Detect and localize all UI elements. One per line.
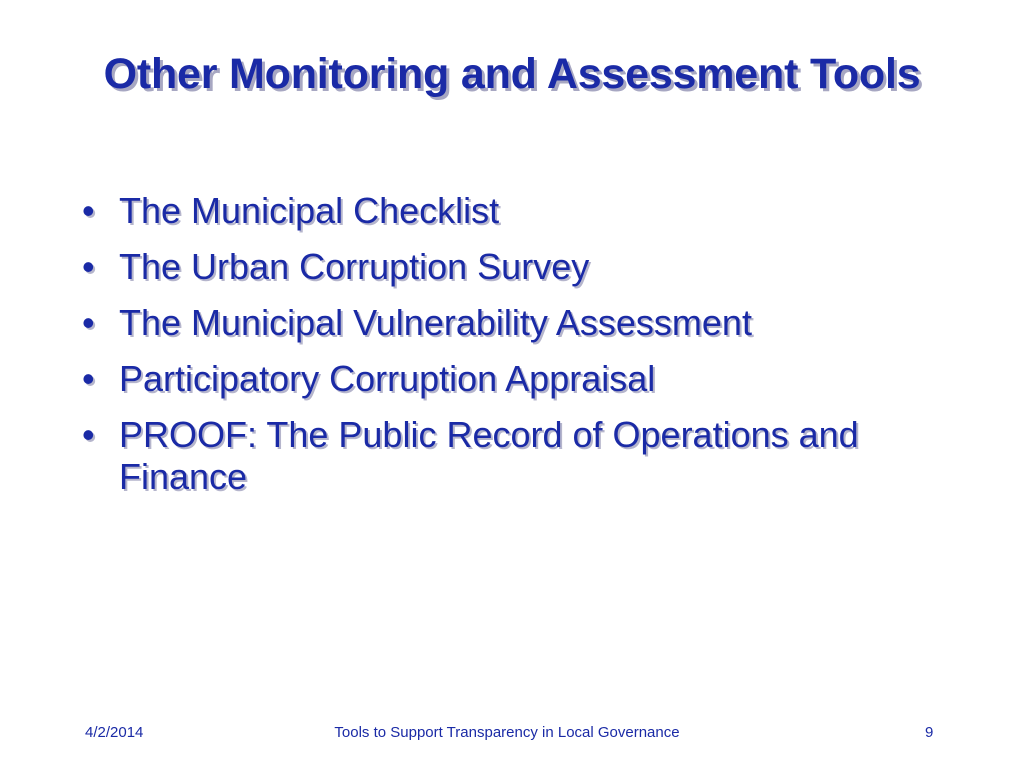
bullet-item	[82, 358, 942, 400]
bullet-marker: •	[82, 302, 95, 343]
bullet-marker: •	[82, 358, 95, 399]
bullet-item	[82, 302, 942, 344]
bullet-text: The Municipal Checklist	[119, 190, 500, 231]
footer-title: Tools to Support Transparency in Local Governance	[334, 724, 680, 741]
slide-title: Other Monitoring and Assessment Tools	[103, 50, 921, 98]
bullet-item	[82, 190, 942, 232]
footer-page-number: 9	[925, 724, 934, 741]
bullet-item	[82, 414, 942, 498]
bullet-text: The Urban Corruption Survey	[119, 246, 590, 287]
bullet-text: PROOF: The Public Record of Operations and Finance	[119, 414, 859, 497]
footer-date: 4/2/2014	[85, 724, 144, 741]
bullet-item	[82, 246, 942, 288]
bullet-text: The Municipal Vulnerability Assessment	[119, 302, 752, 343]
bullet-marker: •	[82, 414, 95, 455]
bullet-list	[82, 190, 942, 512]
bullet-marker: •	[82, 190, 95, 231]
bullet-text: Participatory Corruption Appraisal	[119, 358, 656, 399]
bullet-marker: •	[82, 246, 95, 287]
